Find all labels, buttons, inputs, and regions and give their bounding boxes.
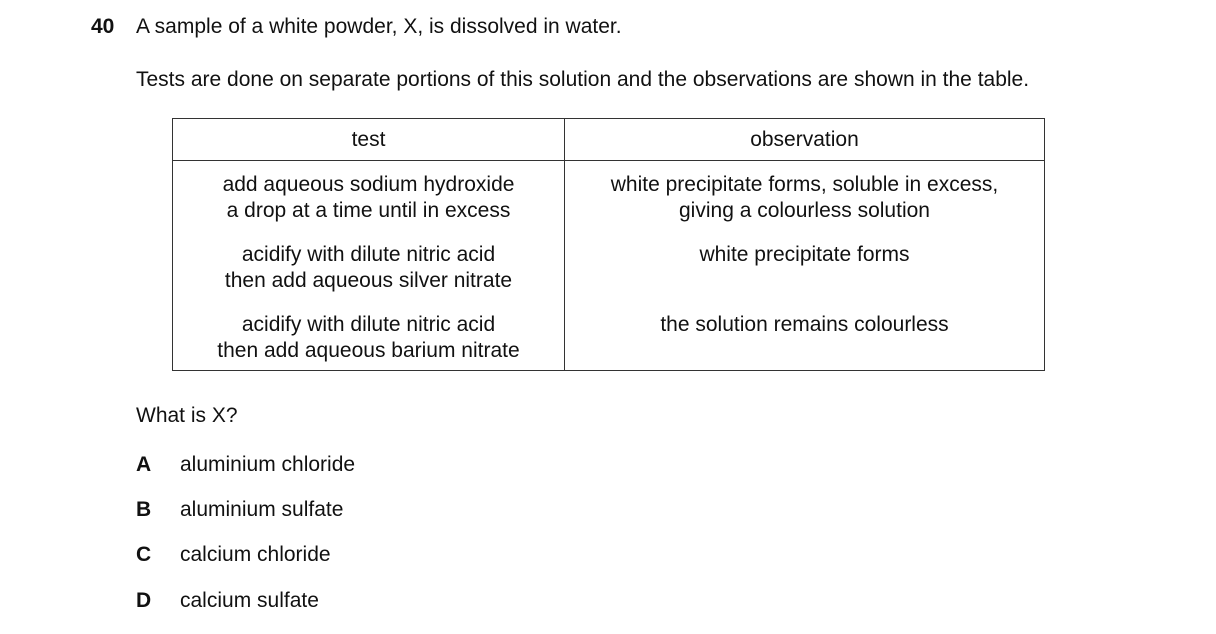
option-letter: A	[136, 453, 152, 476]
observation-cell	[565, 224, 1045, 294]
option-text: calcium chloride	[180, 543, 331, 566]
header-observation: observation	[565, 119, 1045, 161]
question-number: 40	[91, 15, 115, 38]
observation-line: giving a colourless solution	[679, 199, 930, 222]
option-b[interactable]	[136, 497, 343, 523]
table-row	[173, 294, 1045, 371]
test-line: add aqueous sodium hydroxide	[222, 173, 515, 196]
header-test: test	[173, 119, 565, 161]
option-letter: C	[136, 543, 152, 566]
test-line: a drop at a time until in excess	[226, 199, 511, 222]
option-d[interactable]	[136, 588, 319, 614]
table-row	[173, 224, 1045, 294]
observation-table	[172, 118, 1045, 371]
test-line: acidify with dilute nitric acid	[241, 313, 496, 336]
test-cell	[173, 294, 565, 371]
question-prompt: What is X?	[136, 404, 238, 427]
option-text: aluminium chloride	[180, 453, 356, 476]
option-text: aluminium sulfate	[180, 498, 344, 521]
option-a[interactable]	[136, 452, 355, 478]
question-stem: A sample of a white powder, X, is dissolved in water.	[136, 15, 622, 38]
option-text: calcium sulfate	[180, 589, 319, 612]
test-line: then add aqueous barium nitrate	[217, 339, 520, 362]
test-line: acidify with dilute nitric acid	[241, 243, 496, 266]
observation-line: the solution remains colourless	[660, 313, 949, 336]
test-line: then add aqueous silver nitrate	[224, 269, 513, 292]
table-row	[173, 161, 1045, 225]
observation-line: white precipitate forms	[699, 243, 910, 266]
test-cell	[173, 224, 565, 294]
table-header-row	[173, 119, 1045, 161]
option-letter: D	[136, 589, 152, 612]
observation-cell	[565, 294, 1045, 371]
observation-cell	[565, 161, 1045, 225]
question-intro: Tests are done on separate portions of this solution and the observations are shown in the table.	[136, 68, 1030, 91]
option-c[interactable]	[136, 542, 331, 568]
option-letter: B	[136, 498, 152, 521]
test-cell	[173, 161, 565, 225]
observation-line: white precipitate forms, soluble in excess,	[610, 173, 999, 196]
